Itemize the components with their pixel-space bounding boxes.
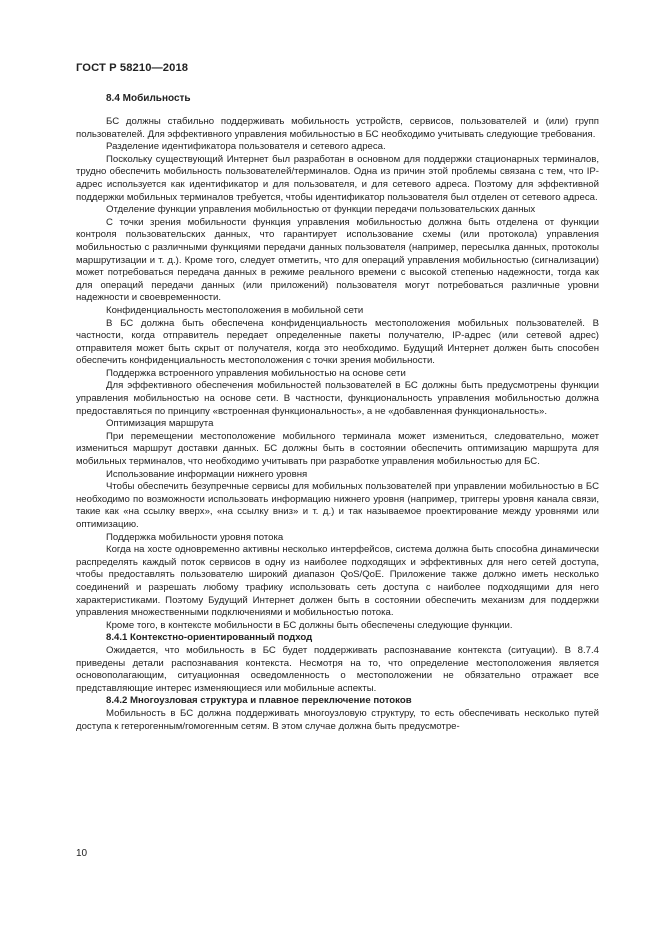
requirement-heading: Использование информации нижнего уровня [106, 468, 308, 480]
section-title: 8.4 Мобильность [106, 93, 191, 104]
requirement-heading: Кроме того, в контексте мобильности в БС должны быть обеспечены следующие функции. [106, 619, 513, 631]
paragraph: БС должны стабильно поддерживать мобильность устройств, сервисов, пользователей и (или) групп пользователей. Для эффективного управления мобильностью в БС необходимо учитывать следующие требования. [76, 116, 599, 140]
requirement-heading: Поддержка мобильности уровня потока [106, 531, 284, 543]
paragraph: Ожидается, что мобильность в БС будет поддерживать распознавание контекста (ситуации). В 8.7.4 приведены детали распознавания контекста. Несмотря на то, что определение местоположения является основополагающим, ситуационная осведомленность о местоположении не обязательно отражает все представляющие интерес изменяющиеся или мобильные аспекты. [76, 644, 599, 694]
paragraph: С точки зрения мобильности функция управления мобильностью должна быть отделена от функции контроля пользовательских данных, что гарантирует использование схемы (или протокола) управления мобильностью с различными функциями передачи данных пользователя (например, пересылка данных, протоколы маршрутизации и т. д.). Кроме того, следует отметить, что для операций управления мобильностью (сигнализации) может потребоваться передача данных в режиме реального времени с высокой степенью надежности, тогда как для операций передачи данных (или приложений) пользователя могут потребоваться различные уровни надежности и своевременности. [76, 216, 599, 304]
requirement-heading: Оптимизация маршрута [106, 418, 214, 430]
paragraph: В БС должна быть обеспечена конфиденциальность местоположения мобильных пользователей. В частности, когда отправитель передает определенные пакеты получателю, IP-адрес (или сетевой адрес) отправителя может быть скрыт от получателя, когда это необходимо. Будущий Интернет должен быть способен обеспечить конфиденциальность местоположения с точки зрения мобильности. [76, 317, 599, 367]
paragraph: Когда на хосте одновременно активны несколько интерфейсов, система должна быть способна динамически распределять каждый поток сервисов в одну из наиболее подходящих и эффективных для него сетей доступа, чтобы предоставлять пользователю широкий диапазон QoS/QoE. Приложение также должно иметь несколько соединений и разрешать любому трафику использовать сеть доступа с наиболее подходящими для него характеристиками. Поэтому Будущий Интернет должен быть в состоянии обеспечить механизм для поддержки управления множественными подключениями и мобильностью потока. [76, 544, 599, 619]
subsection-heading: 8.4.1 Контекстно-ориентированный подход [106, 632, 313, 644]
requirement-heading: Конфиденциальность местоположения в мобильной сети [106, 304, 364, 316]
paragraph: Для эффективного обеспечения мобильностей пользователей в БС должны быть предусмотрены функции управления мобильностью на основе сети. В частности, функциональность управления мобильностью должна предоставляться по принципу «встроенная функциональность», а не «добавленная функциональность». [76, 380, 599, 417]
requirement-heading: Поддержка встроенного управления мобильностью на основе сети [106, 367, 406, 379]
requirement-heading: Разделение идентификатора пользователя и сетевого адреса. [106, 141, 386, 153]
paragraph: Мобильность в БС должна поддерживать многоузловую структуру, то есть обеспечивать несколько путей доступа к гетерогенным/гомогенным сетям. В этом случае должна быть предусмотре- [76, 707, 599, 732]
subsection-heading: 8.4.2 Многоузловая структура и плавное переключение потоков [106, 695, 412, 707]
paragraph: Поскольку существующий Интернет был разработан в основном для поддержки стационарных терминалов, трудно обеспечить мобильность пользователей/терминалов. Одна из причин этой проблемы связана с тем, что IP-адрес используется как идентификатор и для пользователя, и для сетевого адреса. Поэтому для эффективной поддержки мобильных терминалов требуется, чтобы идентификатор пользователя был отделен от сетевого адреса. [76, 153, 599, 203]
requirement-heading: Отделение функции управления мобильностью от функции передачи пользовательских данных [106, 204, 536, 216]
document-body [76, 92, 599, 733]
paragraph-list [76, 116, 599, 733]
page-number: 10 [76, 848, 88, 859]
paragraph: При перемещении местоположение мобильного терминала может измениться, следовательно, может измениться маршрут доставки данных. БС должны быть в состоянии обеспечить оптимизацию маршрута для мобильных терминалов, что необходимо учитывать при разработке управления мобильностью для БС. [76, 430, 599, 468]
document-header: ГОСТ Р 58210—2018 [76, 62, 189, 74]
paragraph: Чтобы обеспечить безупречные сервисы для мобильных пользователей при управлении мобильностью в БС необходимо по возможности использовать информацию нижнего уровня (например, триггеры уровня канала связи, такие как «на ссылку вверх», «на ссылку вниз» и т. д.) и так называемое проектирование между уровнями или оптимизацию. [76, 481, 599, 530]
